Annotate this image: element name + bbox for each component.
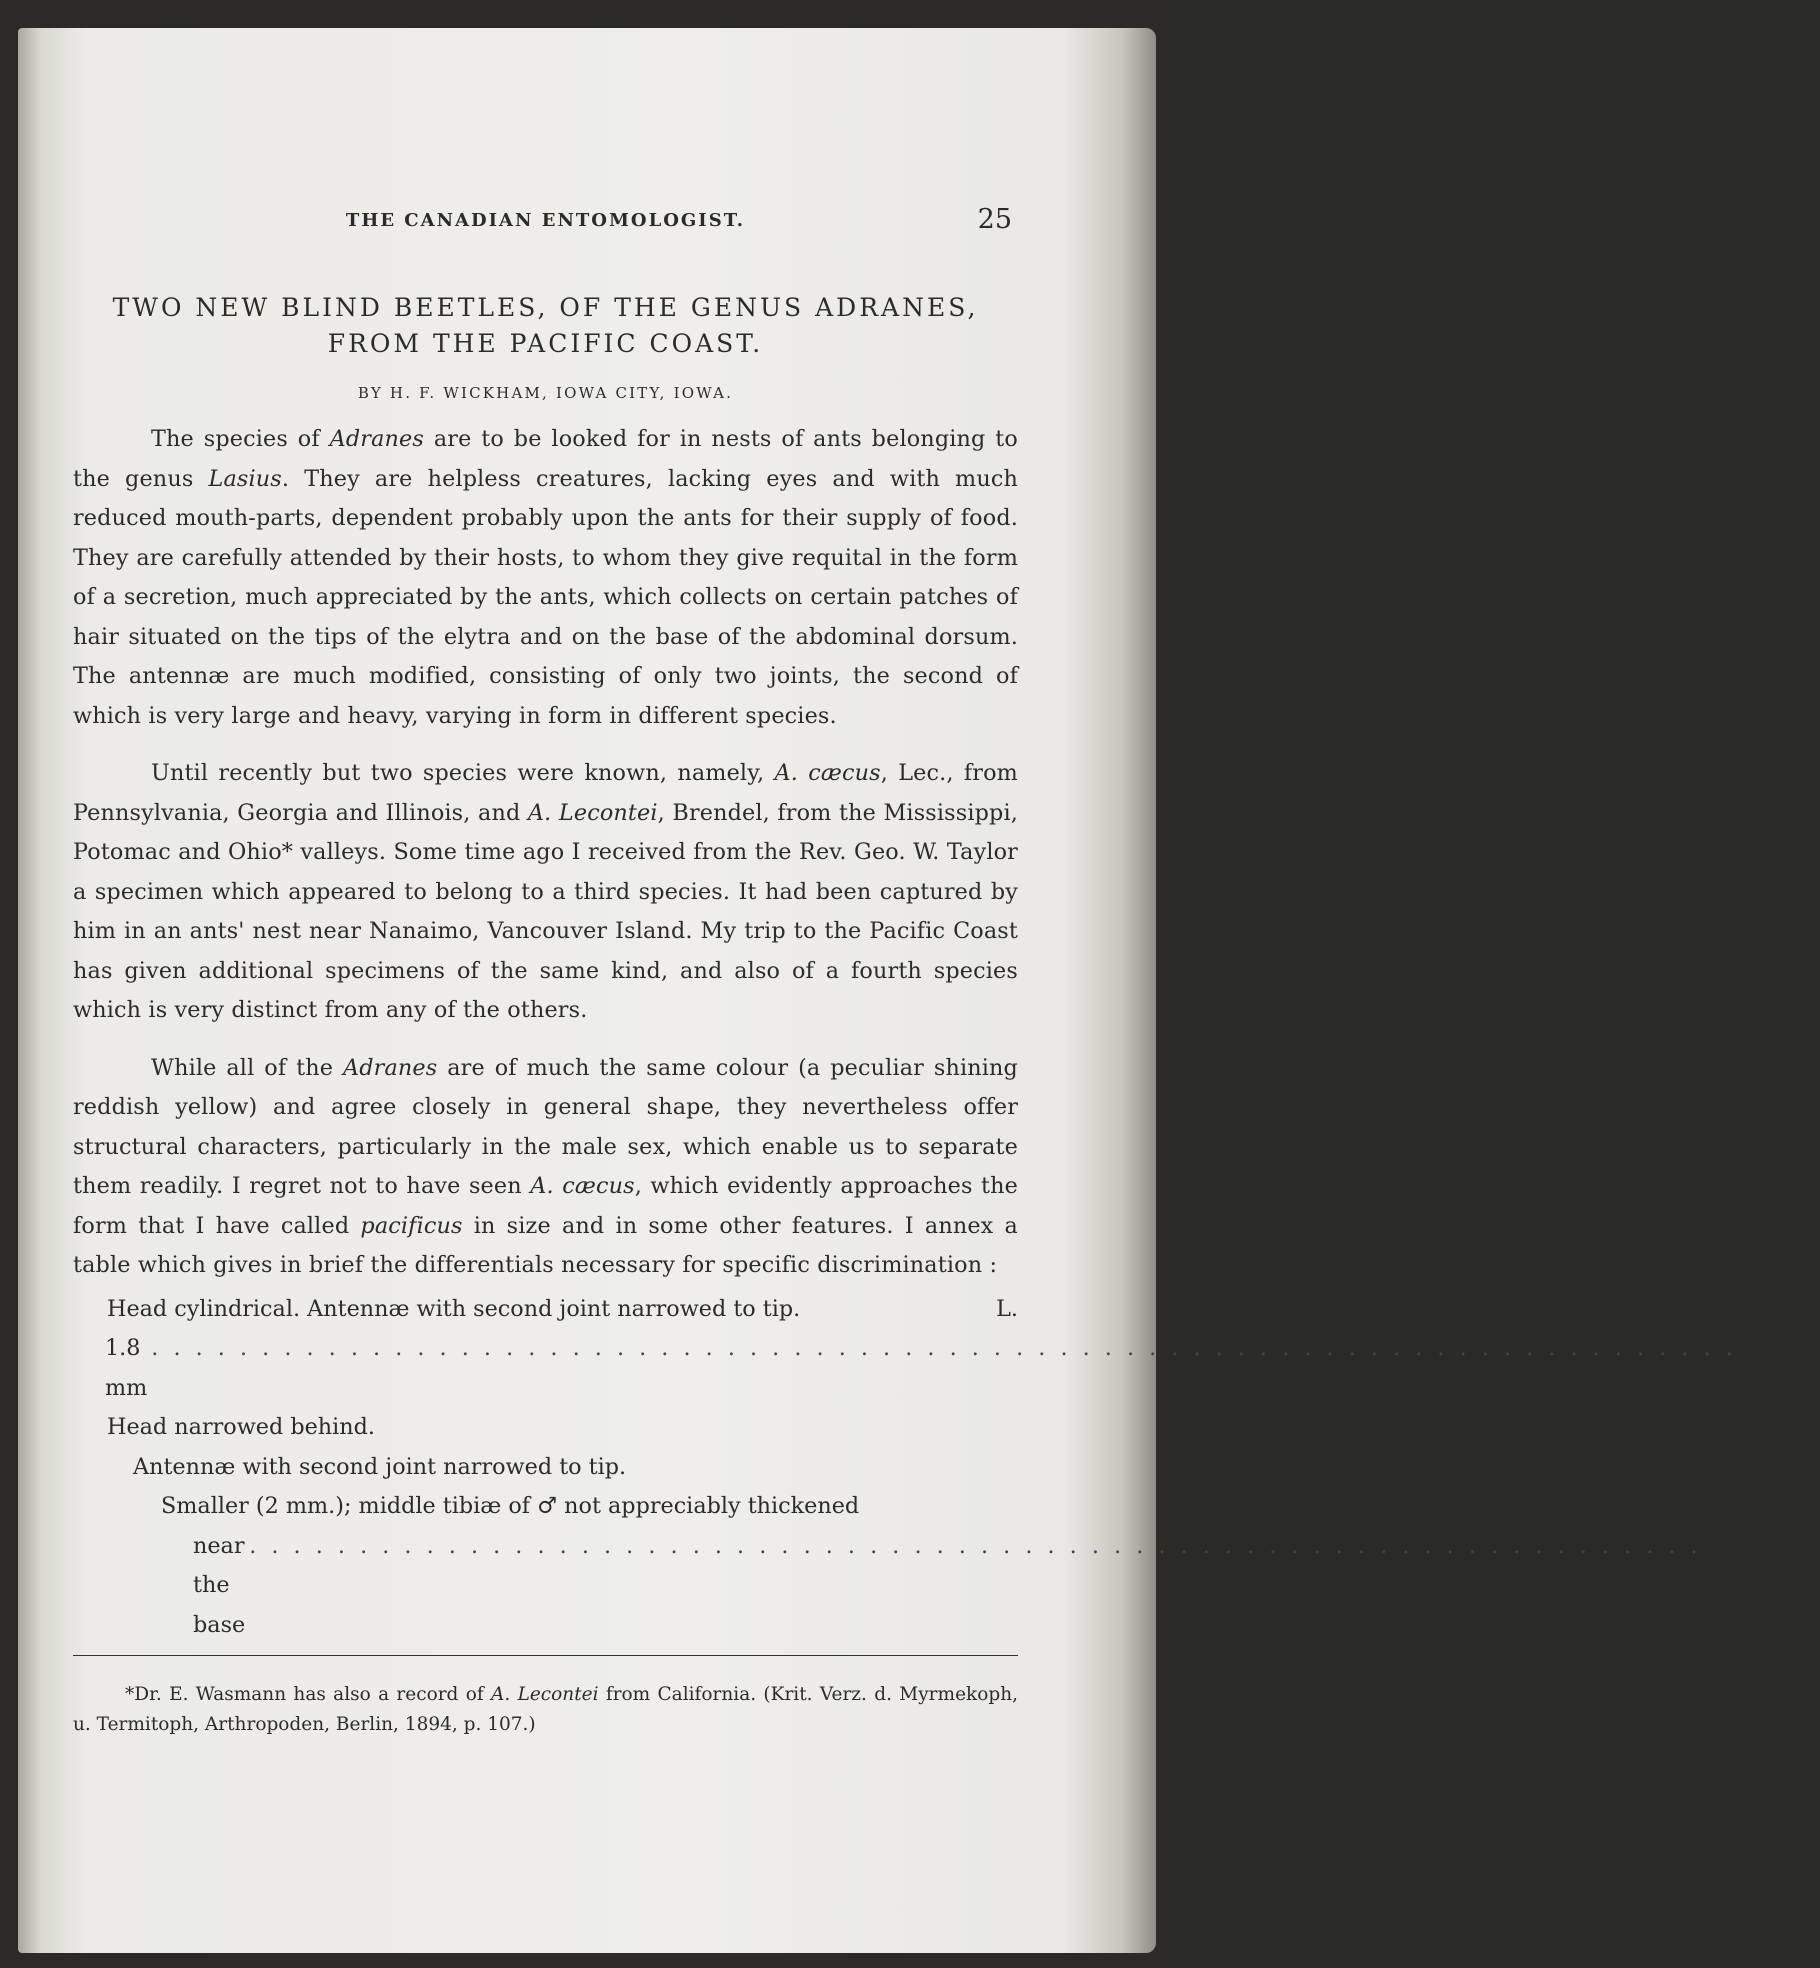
title-line-1: TWO NEW BLIND BEETLES, OF THE GENUS ADRANES,: [112, 293, 979, 322]
key-row-3: Antennæ with second joint narrowed to tip.: [133, 1453, 627, 1480]
running-head: THE CANADIAN ENTOMOLOGIST.: [345, 210, 746, 231]
title-line-2: FROM THE PACIFIC COAST.: [327, 329, 764, 358]
page-number: 25: [977, 204, 1012, 235]
leader-dots: . . . . . . . . . . . . . . . . . . . . . . . . . . . . . . . . . . . . . . . . . . . . . . . . . . . . . . . . . . . . . . . . . .: [249, 1532, 1702, 1559]
book-page: [18, 28, 1820, 1953]
species-key-table: [73, 1290, 1820, 1646]
key-row-4: Smaller (2 mm.); middle tibiæ of ♂ not appreciably thickened: [161, 1493, 860, 1519]
key-row-2: Head narrowed behind.: [107, 1414, 376, 1440]
page-content: [73, 198, 1820, 1759]
key-row-1: Head cylindrical. Antennæ with second joint narrowed to tip. L.: [107, 1295, 1018, 1322]
page-header: [73, 198, 1018, 238]
key-row-4-continued: near the base . . . . . . . . . . . . . . . . . . . . . . . . . . . . . . . . . . . . . . . . . . . . . . . . . . . . . . . . . . . . . . . . . . pacificus, n. sp.: [73, 1527, 1018, 1646]
paragraph-2: Until recently but two species were known, namely, A. cæcus, Lec., from Pennsylvania, Georgia and Illinois, and A. Lecontei, Brendel, from the Mississippi, Potomac and Ohio* valleys. Some time ago I received from the Rev. Geo. W. Taylor a specimen which appeared to belong to a third species. It had been captured by him in an ants' nest near Nanaimo, Vancouver Island. My trip to the Pacific Coast has given additional specimens of the same kind, and also of a fourth species which is very distinct from any of the others.: [73, 760, 1019, 1023]
footnote: *Dr. E. Wasmann has also a record of A. Lecontei from California. (Krit. Verz. d. Myrmekoph, u. Termitoph, Arthropoden, Berlin, 1894, p. 107.): [73, 1684, 1019, 1735]
paragraph-3: While all of the Adranes are of much the same colour (a peculiar shining reddish yellow) and agree closely in general shape, they nevertheless offer structural characters, particularly in the male sex, which enable us to separate them readily. I regret not to have seen A. cæcus, which evidently approaches the form that I have called pacificus in size and in some other features. I annex a table which gives in brief the differentials necessary for specific discrimination :: [73, 1054, 1018, 1278]
key-row-1-continued: 1.8 mm . . . . . . . . . . . . . . . . . . . . . . . . . . . . . . . . . . . . . . . . . . . . . . . . . . . . . . . . . . . . . . . . . . . . . . . . cæcus, Lec.: [73, 1329, 1018, 1408]
footnote-rule: [73, 1655, 1018, 1656]
paragraph-1: The species of Adranes are to be looked for in nests of ants belonging to the genus Lasius. They are helpless creatures, lacking eyes and with much reduced mouth-parts, dependent probably upon the ants for their supply of food. They are carefully attended by their hosts, to whom they give requital in the form of a secretion, much appreciated by the ants, which collects on certain patches of hair situated on the tips of the elytra and on the base of the abdominal dorsum. The antennæ are much modified, consisting of only two joints, the second of which is very large and heavy, varying in form in different species.: [73, 426, 1018, 729]
byline: BY H. F. WICKHAM, IOWA CITY, IOWA.: [357, 384, 734, 402]
leader-dots: . . . . . . . . . . . . . . . . . . . . . . . . . . . . . . . . . . . . . . . . . . . . . . . . . . . . . . . . . . . . . . . . . . . . . . . .: [151, 1335, 1737, 1361]
article-title: [73, 290, 1018, 362]
